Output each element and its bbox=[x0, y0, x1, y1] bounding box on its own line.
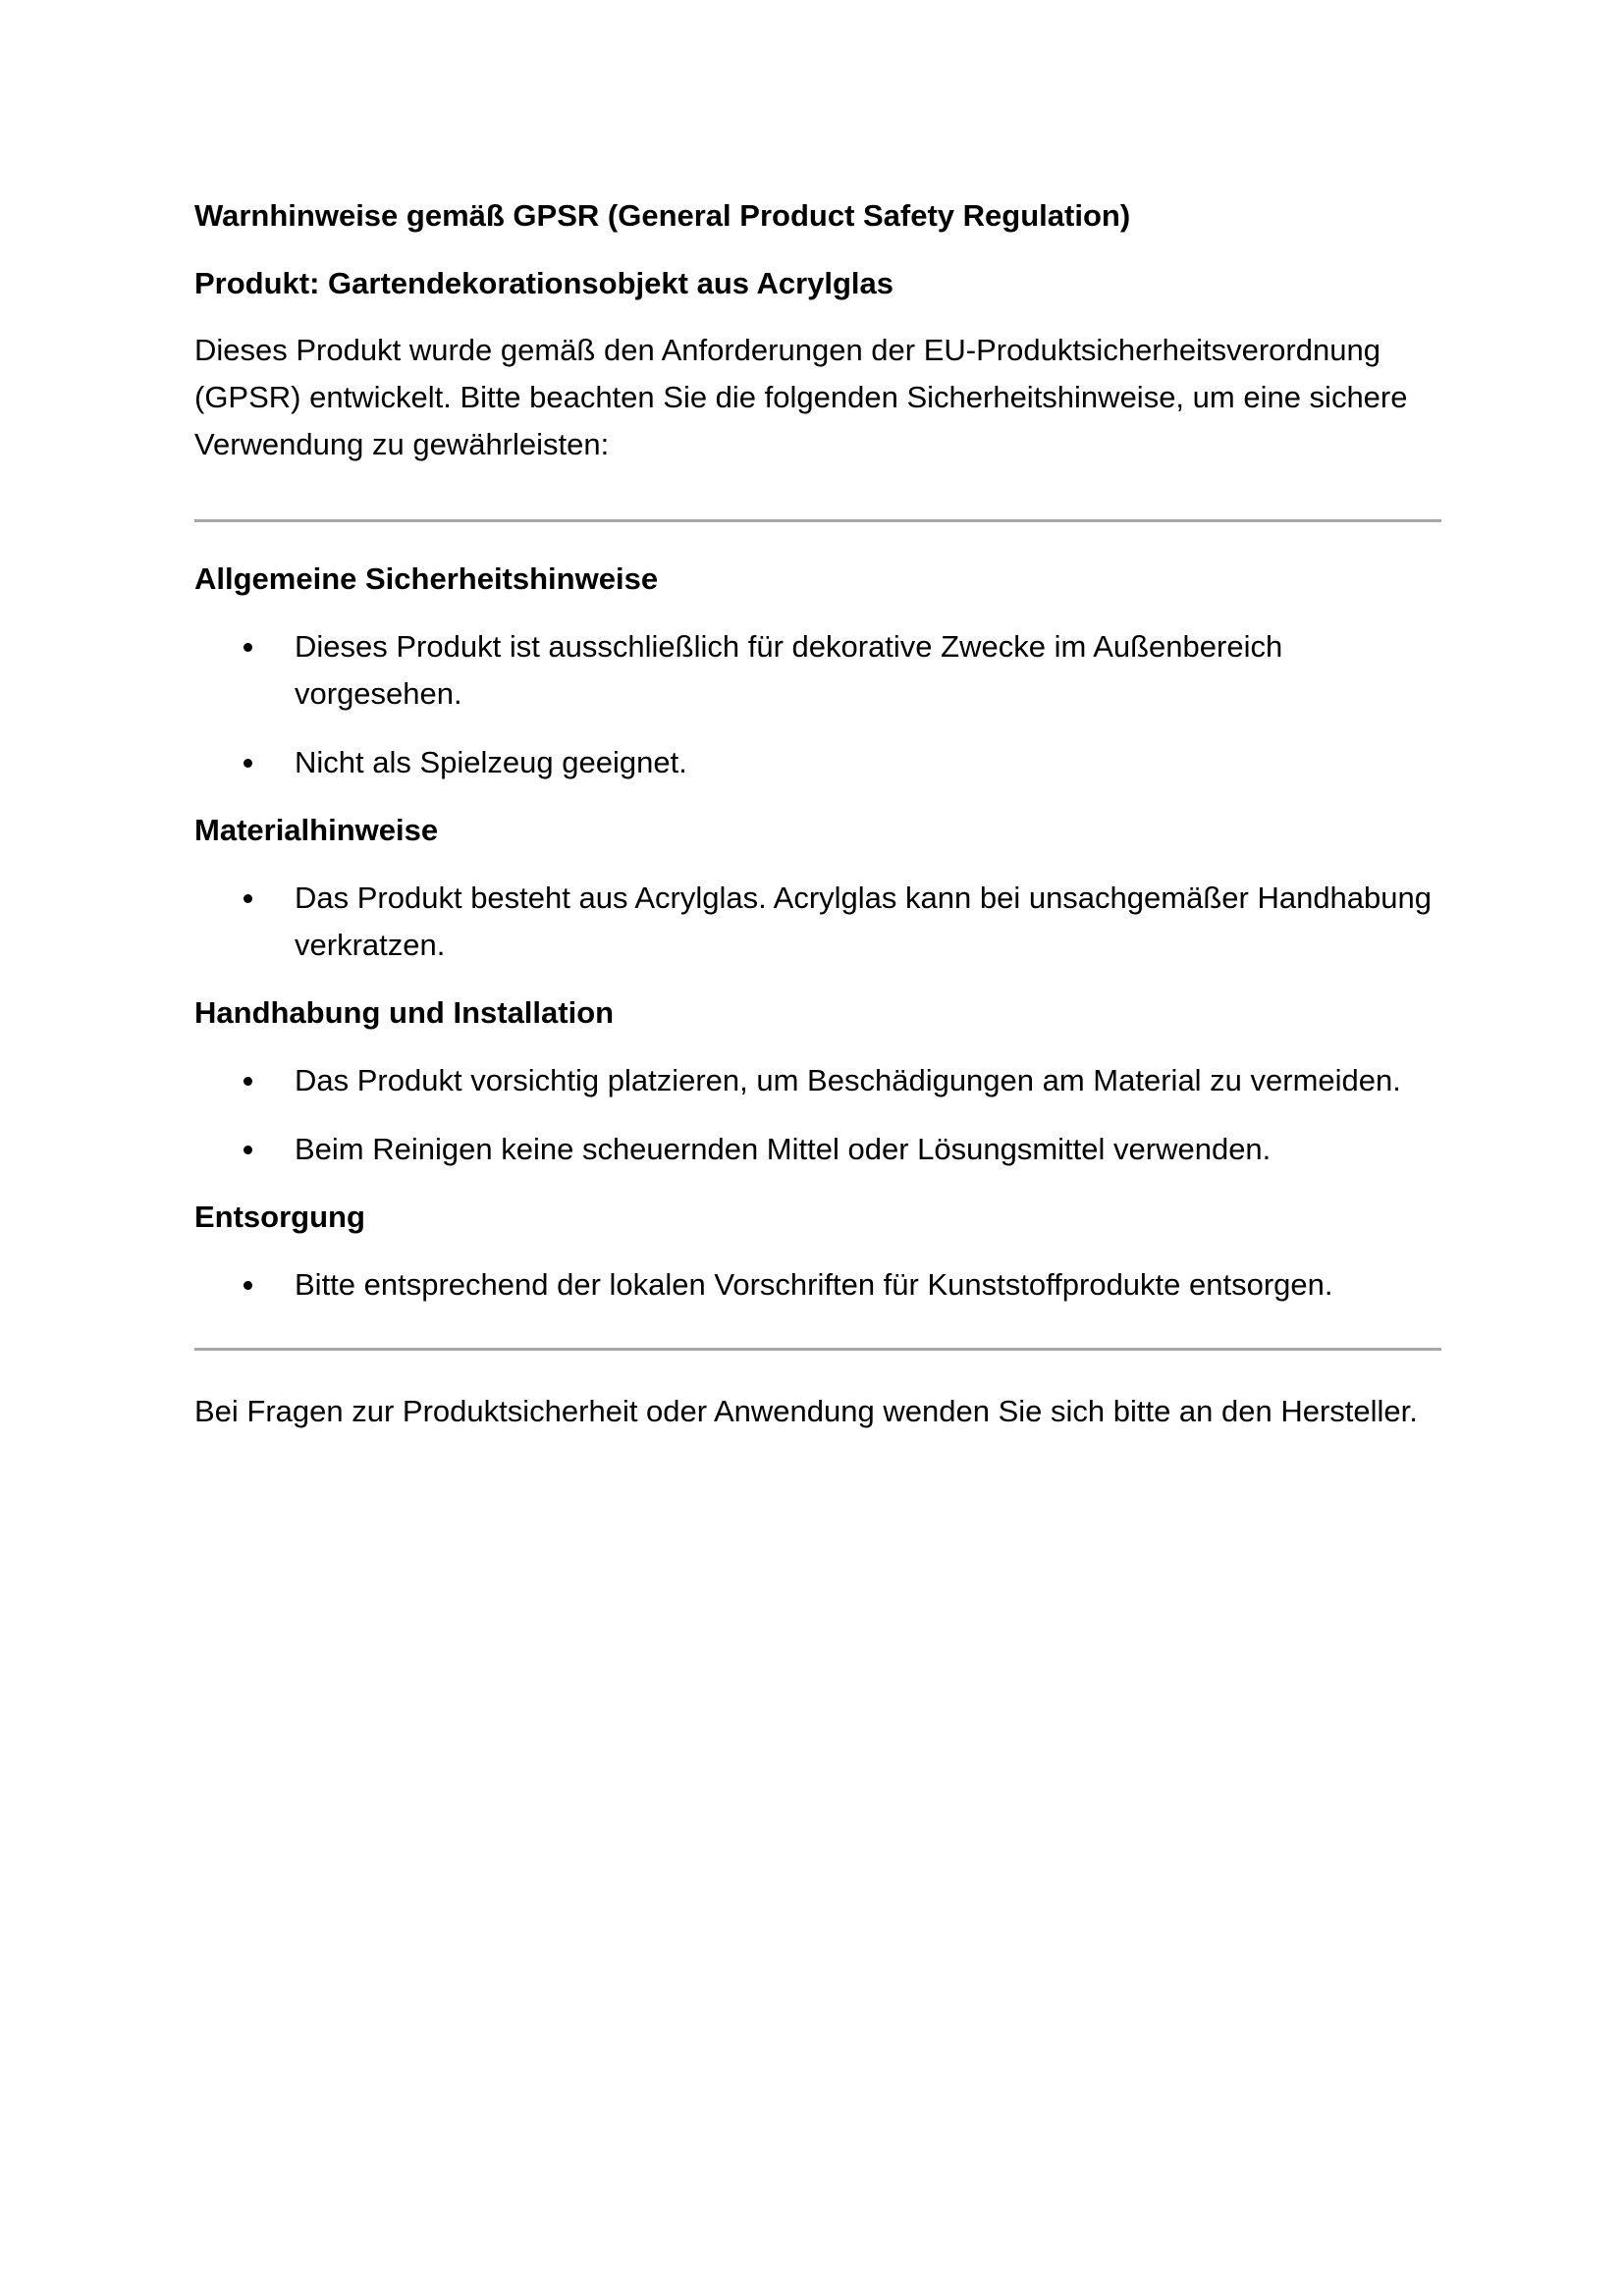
bullet-icon bbox=[244, 1281, 252, 1290]
bullet-list bbox=[194, 1261, 1441, 1308]
list-item-text: Dieses Produkt ist ausschließlich für dekorative Zwecke im Außenbereich vorgesehen. bbox=[295, 629, 1283, 711]
section-heading: Handhabung und Installation bbox=[194, 995, 615, 1030]
divider-bottom bbox=[194, 1348, 1441, 1351]
list-item bbox=[194, 623, 1441, 718]
section-handling bbox=[194, 989, 1441, 1173]
bullet-list bbox=[194, 875, 1441, 969]
section-disposal bbox=[194, 1194, 1441, 1308]
section-material bbox=[194, 807, 1441, 969]
list-item-text: Das Produkt besteht aus Acrylglas. Acrylglas kann bei unsachgemäßer Handhabung verkratzen. bbox=[295, 881, 1433, 962]
list-item bbox=[194, 1057, 1441, 1104]
bullet-list bbox=[194, 623, 1441, 786]
bullet-icon bbox=[244, 759, 252, 768]
closing-paragraph: Bei Fragen zur Produktsicherheit oder Anwendung wenden Sie sich bitte an den Hersteller. bbox=[194, 1394, 1418, 1428]
bullet-icon bbox=[244, 1077, 252, 1086]
list-item bbox=[194, 1261, 1441, 1308]
list-item-text: Beim Reinigen keine scheuernden Mittel oder Lösungsmittel verwenden. bbox=[295, 1132, 1272, 1166]
section-heading: Entsorgung bbox=[194, 1200, 365, 1234]
bullet-icon bbox=[244, 1146, 252, 1154]
document-page bbox=[194, 192, 1441, 1435]
bullet-list bbox=[194, 1057, 1441, 1173]
document-title: Warnhinweise gemäß GPSR (General Product Safety Regulation) bbox=[194, 198, 1131, 233]
list-item bbox=[194, 1126, 1441, 1173]
list-item bbox=[194, 875, 1441, 969]
bullet-icon bbox=[244, 643, 252, 652]
product-line: Produkt: Gartendekorationsobjekt aus Acrylglas bbox=[194, 266, 894, 300]
list-item-text: Nicht als Spielzeug geeignet. bbox=[295, 745, 687, 779]
section-heading: Allgemeine Sicherheitshinweise bbox=[194, 561, 659, 596]
list-item-text: Das Produkt vorsichtig platzieren, um Beschädigungen am Material zu vermeiden. bbox=[295, 1063, 1401, 1097]
section-general-safety bbox=[194, 556, 1441, 786]
divider-top bbox=[194, 519, 1441, 522]
intro-paragraph: Dieses Produkt wurde gemäß den Anforderungen der EU-Produktsicherheitsverordnung (GPSR) entwickelt. Bitte beachten Sie die folgenden Sicherheitshinweise, um eine sichere Verwendung zu gewährleisten: bbox=[194, 333, 1408, 461]
bullet-icon bbox=[244, 894, 252, 903]
section-heading: Materialhinweise bbox=[194, 813, 439, 847]
list-item bbox=[194, 739, 1441, 786]
list-item-text: Bitte entsprechend der lokalen Vorschriften für Kunststoffprodukte entsorgen. bbox=[295, 1267, 1333, 1302]
